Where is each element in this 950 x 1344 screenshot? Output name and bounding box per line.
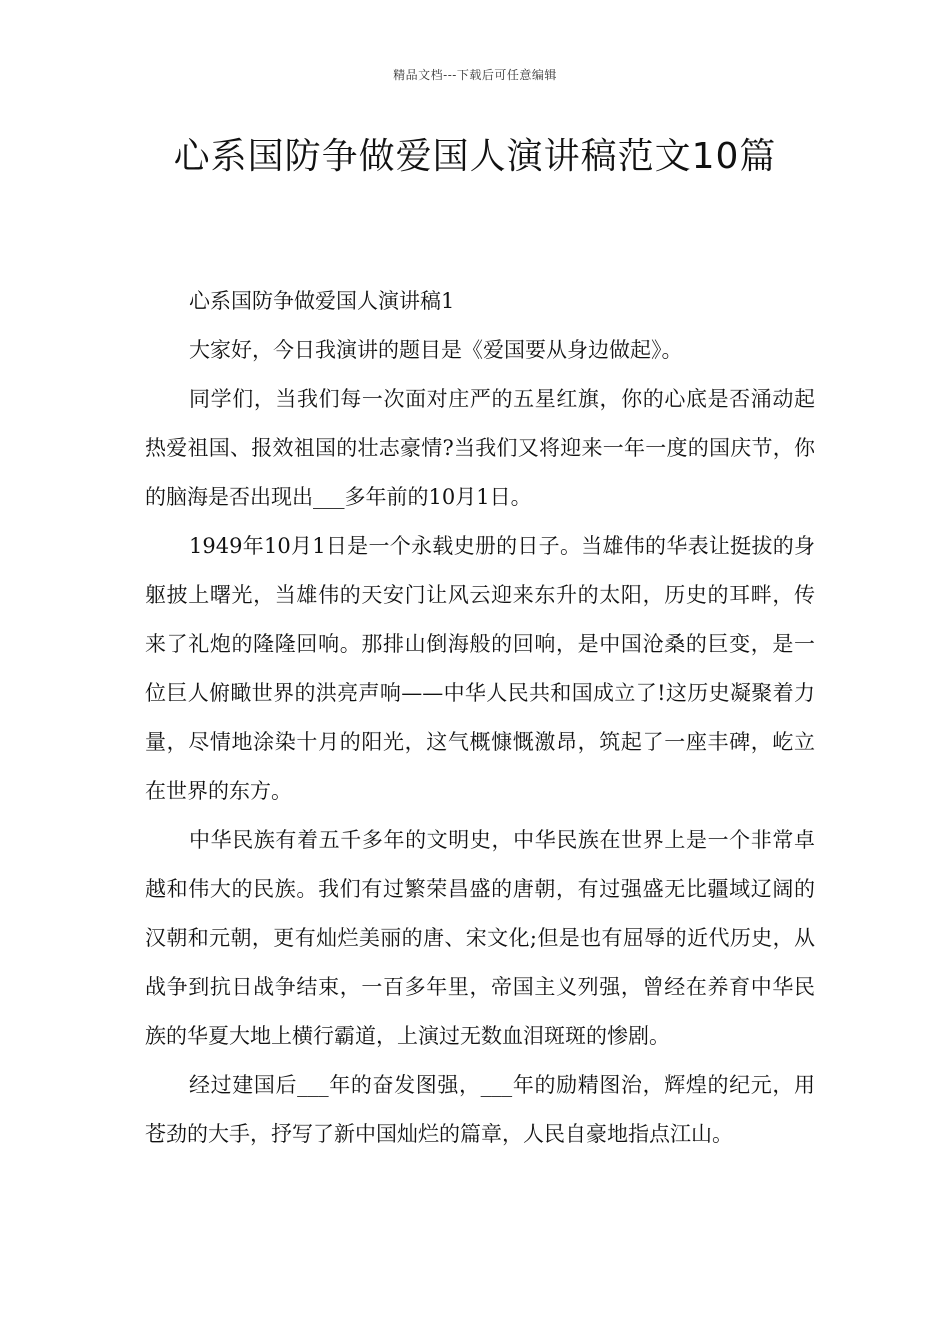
- paragraph-greeting: 大家好，今日我演讲的题目是《爱国要从身边做起》。: [189, 338, 683, 362]
- header-note: 精品文档---下载后可任意编辑: [393, 68, 557, 82]
- paragraph-founding-day: 1949年10月1日是一个永载史册的日子。当雄伟的华表让挺拔的身躯披上曙光，当雄伟的天安门让风云迎来东升的太阳，历史的耳畔，传来了礼炮的隆隆回响。那排山倒海般的回响，是中国沧桑的巨变，是一位巨人俯瞰世界的洪亮声响——中华人民共和国成立了!这历史凝聚着力量，尽情地涂染十月的阳光，这气概慷慨激昂，筑起了一座丰碑，屹立在世界的东方。: [145, 534, 815, 803]
- section-heading: 心系国防争做爱国人演讲稿1: [189, 289, 455, 313]
- document-title: 心系国防争做爱国人演讲稿范文10篇: [173, 136, 777, 177]
- paragraph-history: 中华民族有着五千多年的文明史，中华民族在世界上是一个非常卓越和伟大的民族。我们有过繁荣昌盛的唐朝，有过强盛无比疆域辽阔的汉朝和元朝，更有灿烂美丽的唐、宋文化;但是也有屈辱的近代历史，从战争到抗日战争结束，一百多年里，帝国主义列强，曾经在养育中华民族的华夏大地上横行霸道，上演过无数血泪斑斑的惨剧。: [145, 828, 815, 1048]
- document-body: [145, 277, 815, 1159]
- paragraph-achievements: 经过建国后___年的奋发图强，___年的励精图治，辉煌的纪元，用苍劲的大手，抒写了新中国灿烂的篇章，人民自豪地指点江山。: [145, 1073, 815, 1146]
- paragraph-flag: 同学们，当我们每一次面对庄严的五星红旗，你的心底是否涌动起热爱祖国、报效祖国的壮志豪情?当我们又将迎来一年一度的国庆节，你的脑海是否出现出___多年前的10月1日。: [145, 387, 815, 509]
